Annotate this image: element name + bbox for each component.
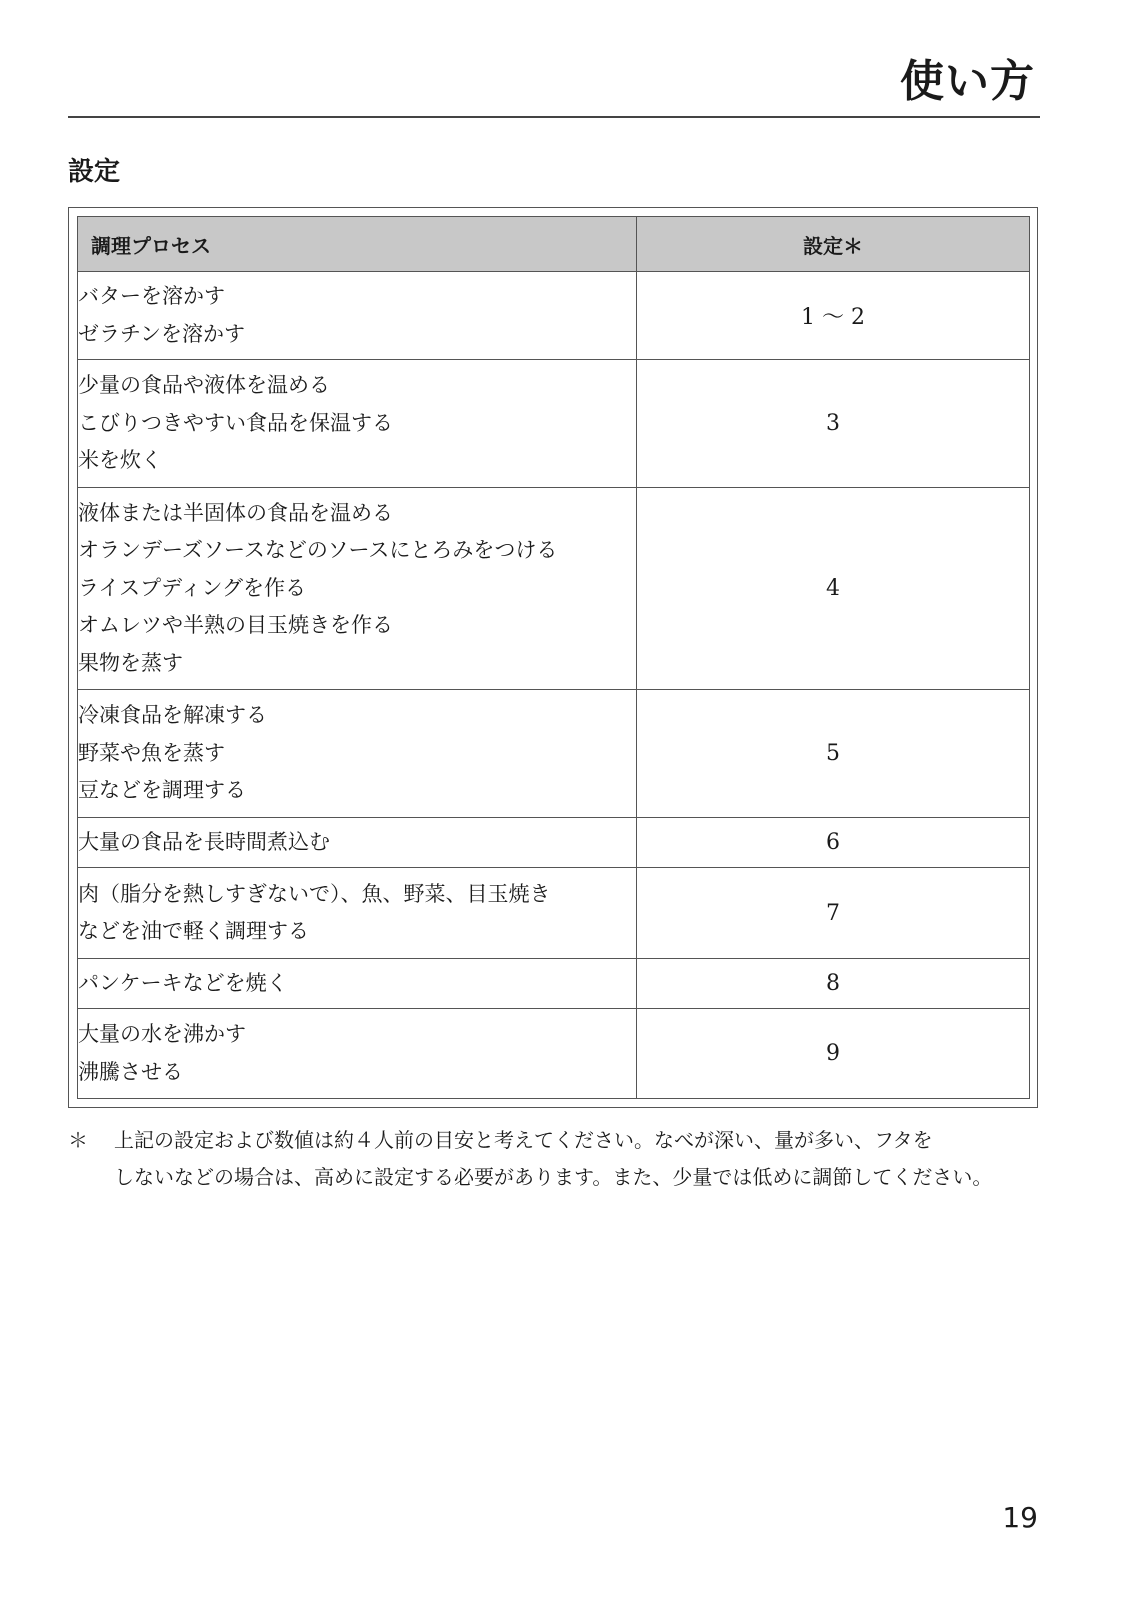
process-line: オランデーズソースなどのソースにとろみをつける xyxy=(78,538,558,563)
table-row xyxy=(78,959,1030,1009)
column-header-setting: 設定＊ xyxy=(637,217,1030,272)
table-row xyxy=(78,818,1030,868)
setting-value: 9 xyxy=(637,1009,1030,1099)
table-row xyxy=(78,690,1030,818)
footnote-text xyxy=(114,1122,1048,1196)
process-line: ライスプディングを作る xyxy=(78,575,307,600)
process-line: オムレツや半熟の目玉焼きを作る xyxy=(78,613,393,638)
setting-value: 5 xyxy=(637,690,1030,818)
footnote xyxy=(68,1122,1048,1196)
process-cell xyxy=(78,1009,637,1099)
table-row xyxy=(78,272,1030,360)
process-line: 沸騰させる xyxy=(78,1059,183,1084)
section-heading: 設定 xyxy=(68,157,121,187)
page-title: 使い方 xyxy=(900,56,1035,107)
process-line: 米を炊く xyxy=(78,448,162,473)
process-cell xyxy=(78,818,637,868)
page-number: 19 xyxy=(1002,1501,1038,1534)
process-line: などを油で軽く調理する xyxy=(78,919,309,943)
footnote-line: しないなどの場合は、高めに設定する必要があります。また、少量では低めに調節してください。 xyxy=(114,1165,993,1189)
table-row xyxy=(78,1009,1030,1099)
process-line: 野菜や魚を蒸す xyxy=(78,740,225,765)
column-header-process: 調理プロセス xyxy=(78,217,637,272)
process-line: 肉（脂分を熱しすぎないで）、魚、野菜、目玉焼き xyxy=(78,881,551,906)
setting-value: 1 ～ 2 xyxy=(637,272,1030,360)
process-cell xyxy=(78,690,637,818)
process-cell xyxy=(78,272,637,360)
process-line: 冷凍食品を解凍する xyxy=(78,703,267,728)
process-line: バターを溶かす xyxy=(78,284,225,308)
footnote-line: 上記の設定および数値は約４人前の目安と考えてください。なべが深い、量が多い、フタを xyxy=(114,1128,933,1152)
setting-value: 7 xyxy=(637,868,1030,959)
footnote-mark: ＊ xyxy=(68,1128,88,1152)
table-row xyxy=(78,868,1030,959)
setting-value: 8 xyxy=(637,959,1030,1009)
process-line: 少量の食品や液体を温める xyxy=(78,373,330,398)
process-cell xyxy=(78,360,637,488)
process-line: パンケーキなどを焼く xyxy=(78,970,288,995)
setting-value: 3 xyxy=(637,360,1030,488)
process-cell xyxy=(78,959,637,1009)
process-cell xyxy=(78,868,637,959)
process-line: 大量の水を沸かす xyxy=(78,1022,246,1046)
process-line: 豆などを調理する xyxy=(78,778,246,803)
setting-value: 4 xyxy=(637,488,1030,690)
table-row xyxy=(78,360,1030,488)
process-line: 大量の食品を長時間煮込む xyxy=(78,829,330,854)
process-cell xyxy=(78,488,637,690)
process-line: 果物を蒸す xyxy=(78,650,183,675)
table-header-row xyxy=(78,217,1030,272)
setting-value: 6 xyxy=(637,818,1030,868)
process-line: ゼラチンを溶かす xyxy=(78,321,245,346)
process-line: 液体または半固体の食品を温める xyxy=(78,500,393,525)
settings-table xyxy=(77,216,1030,1099)
table-row xyxy=(78,488,1030,690)
title-divider xyxy=(68,116,1040,118)
process-line: こびりつきやすい食品を保温する xyxy=(78,410,393,435)
